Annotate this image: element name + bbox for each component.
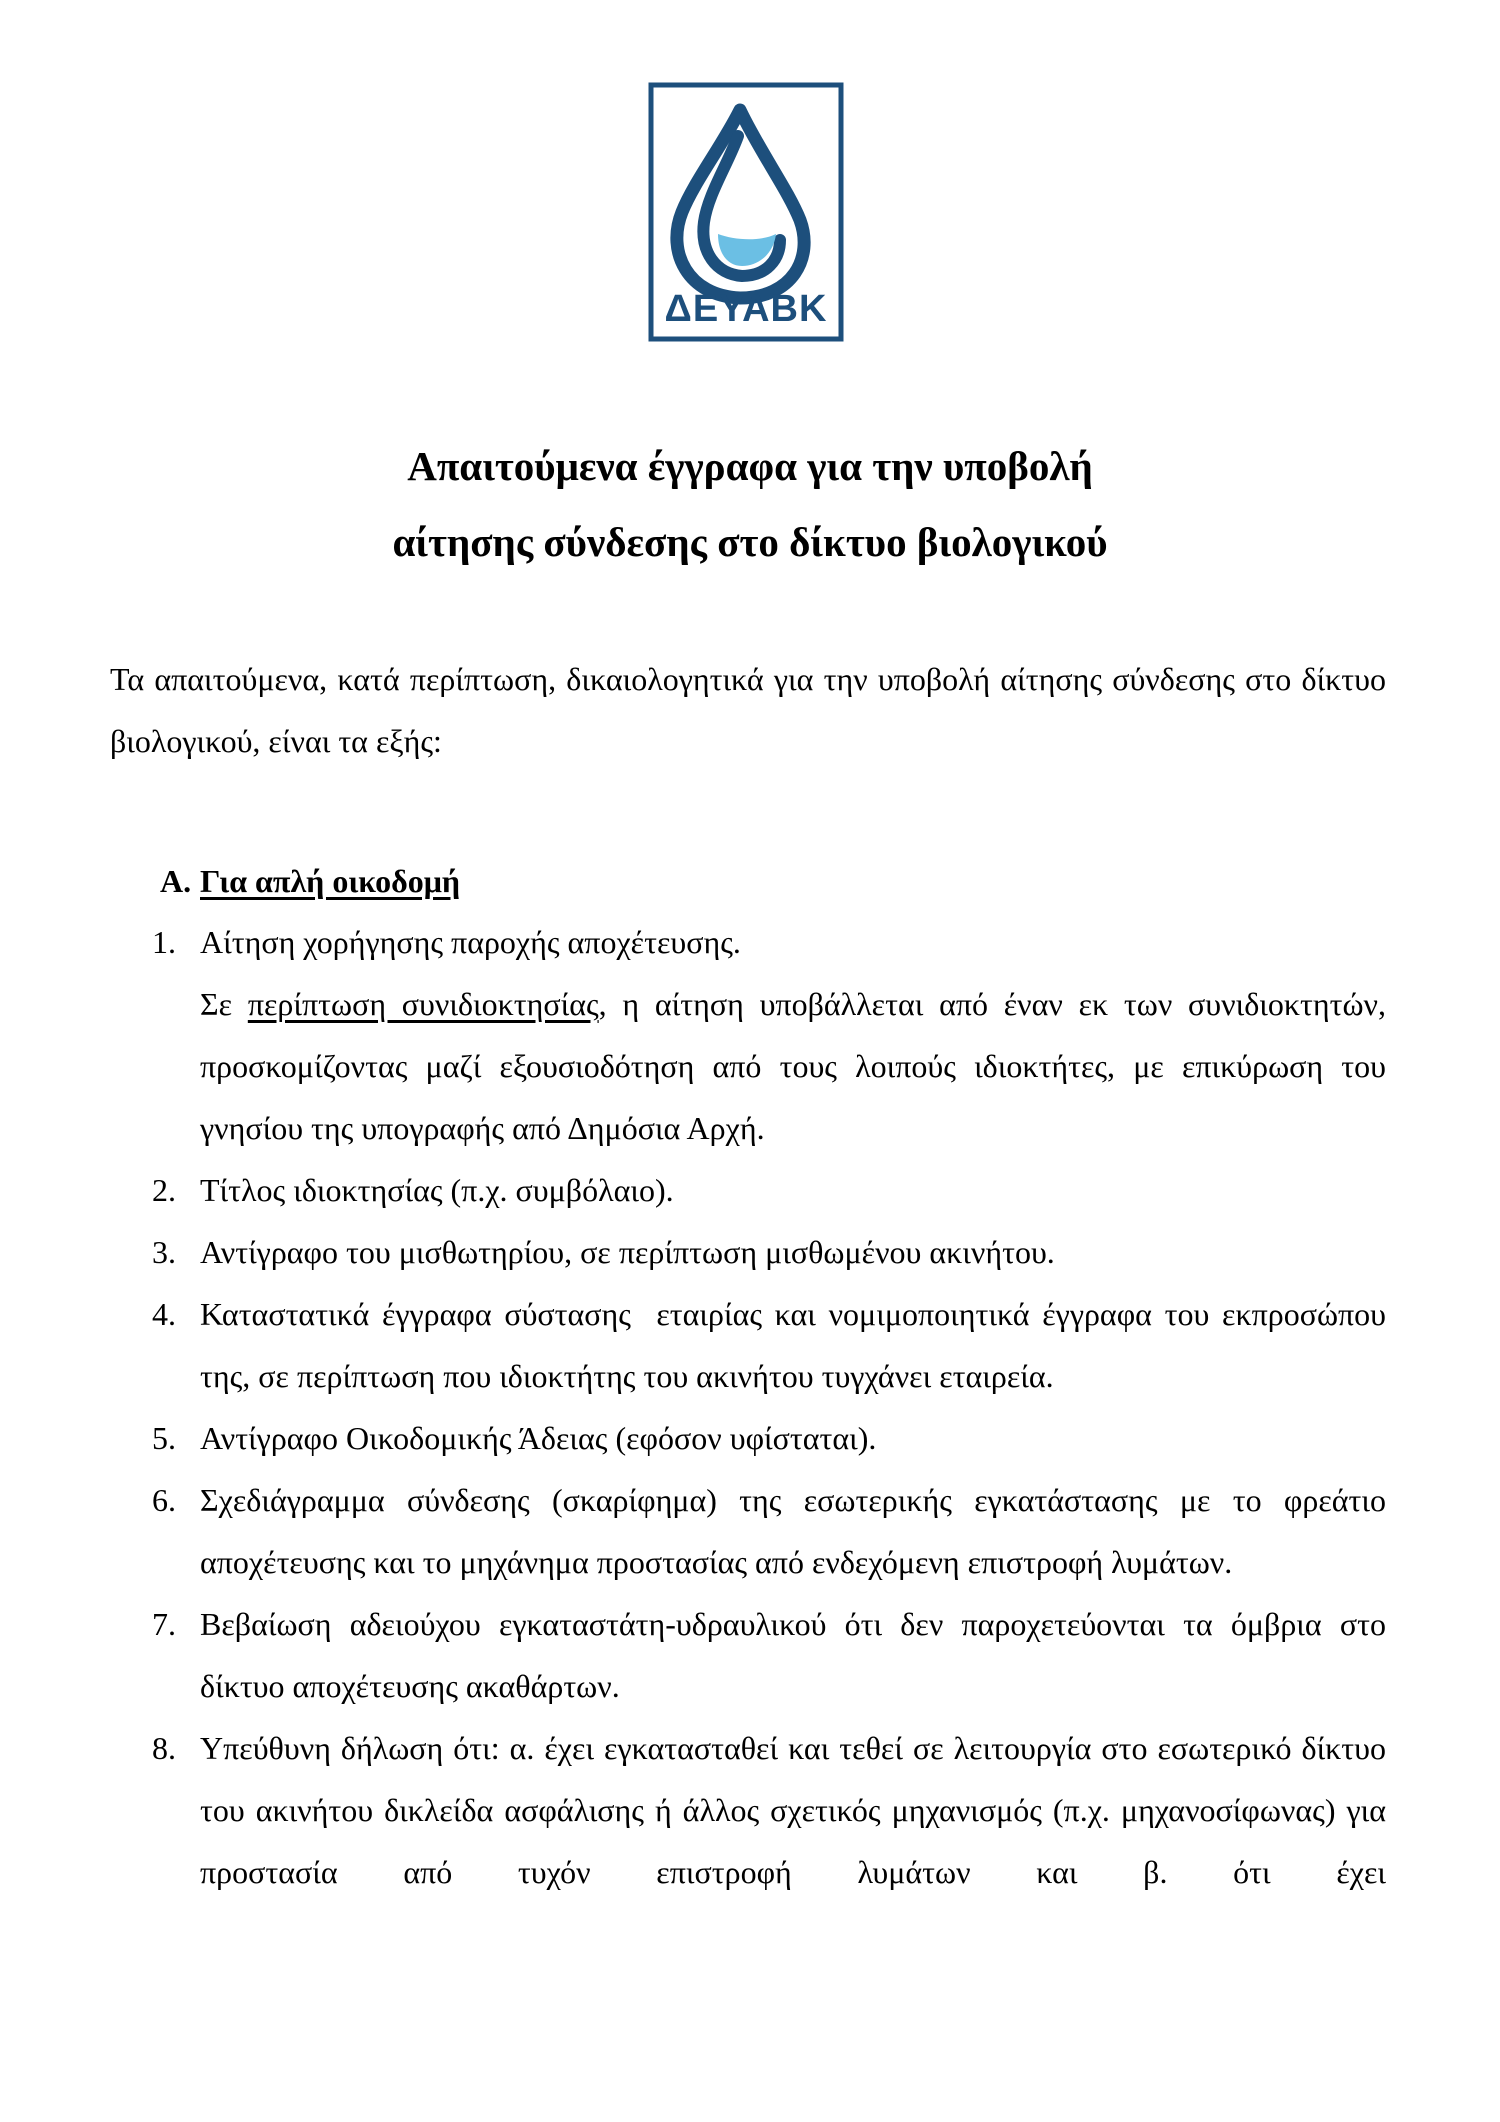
- item-number: 2.: [152, 1172, 176, 1208]
- list-item: [0, 1469, 1386, 1593]
- list-item: [0, 1407, 1386, 1469]
- item-note-pre: Σε: [200, 986, 248, 1022]
- title-line-2: αίτησης σύνδεσης στο δίκτυο βιολογικού: [392, 519, 1108, 565]
- item-text: Αντίγραφο του μισθωτηρίου, σε περίπτωση μισθωμένου ακινήτου.: [200, 1234, 1055, 1270]
- title-line-1: Απαιτούμενα έγγραφα για την υποβολή: [407, 443, 1093, 489]
- intro-paragraph: [110, 648, 1386, 772]
- item-number: 3.: [152, 1234, 176, 1270]
- section-a-marker: Α.: [160, 863, 192, 899]
- item-text: Σχεδιάγραμμα σύνδεσης (σκαρίφημα) της εσωτερικής εγκατάστασης με το φρεάτιο αποχέτευσης και το μηχάνημα προστασίας από ενδεχόμενη επιστροφή λυμάτων.: [200, 1482, 1386, 1580]
- section-a-title: Για απλή οικοδομή: [200, 863, 461, 899]
- item-number: 8.: [152, 1730, 176, 1766]
- list-item: [0, 1221, 1386, 1283]
- requirements-list: [0, 911, 1500, 1903]
- item-number: 1.: [152, 924, 176, 960]
- page-title: [0, 428, 1500, 580]
- item-number: 4.: [152, 1296, 176, 1332]
- item-text: Βεβαίωση αδειούχου εγκαταστάτη-υδραυλικού ότι δεν παροχετεύονται τα όμβρια στο δίκτυο αποχέτευσης ακαθάρτων.: [200, 1606, 1386, 1704]
- item-note: [200, 973, 1386, 1159]
- item-number: 7.: [152, 1606, 176, 1642]
- section-a-heading: [160, 850, 460, 912]
- company-logo: [648, 82, 844, 342]
- item-note-post: , η αίτηση υποβάλλεται από έναν εκ των συνιδιοκτητών, προσκομίζοντας μαζί εξουσιοδότηση από τους λοιπούς ιδιοκτήτες, με επικύρωση του γνησίου της υπογραφής από Δημόσια Αρχή.: [200, 986, 1387, 1146]
- list-item: [0, 1283, 1394, 1407]
- item-text: Αντίγραφο Οικοδομικής Άδειας (εφόσον υφίσταται).: [200, 1420, 877, 1456]
- list-item: [0, 1593, 1386, 1717]
- item-text: Αίτηση χορήγησης παροχής αποχέτευσης.: [200, 924, 741, 960]
- item-text: Καταστατικά έγγραφα σύστασης εταιρίας και νομιμοποιητικά έγγραφα του εκπροσώπου της, σε περίπτωση που ιδιοκτήτης του ακινήτου τυγχάνει εταιρεία.: [200, 1296, 1394, 1394]
- list-item: [0, 911, 1386, 1159]
- item-text: Υπεύθυνη δήλωση ότι: α. έχει εγκατασταθεί και τεθεί σε λειτουργία στο εσωτερικό δίκτυο του ακινήτου δικλείδα ασφάλισης ή άλλος σχετικός μηχανισμός (π.χ. μηχανοσίφωνας) για προστασία από τυχόν επιστροφή λυμάτων και β. ότι έχει: [200, 1730, 1386, 1890]
- item-text: Τίτλος ιδιοκτησίας (π.χ. συμβόλαιο).: [200, 1172, 674, 1208]
- list-item: [0, 1159, 1386, 1221]
- logo-text: ΔΕΥΑΒΚ: [664, 288, 828, 330]
- intro-text: Τα απαιτούμενα, κατά περίπτωση, δικαιολογητικά για την υποβολή αίτησης σύνδεσης στο δίκτυο βιολογικού, είναι τα εξής:: [110, 661, 1386, 759]
- item-note-underlined: περίπτωση συνιδιοκτησίας: [247, 986, 599, 1022]
- item-number: 6.: [152, 1482, 176, 1518]
- list-item: [0, 1717, 1386, 1903]
- item-number: 5.: [152, 1420, 176, 1456]
